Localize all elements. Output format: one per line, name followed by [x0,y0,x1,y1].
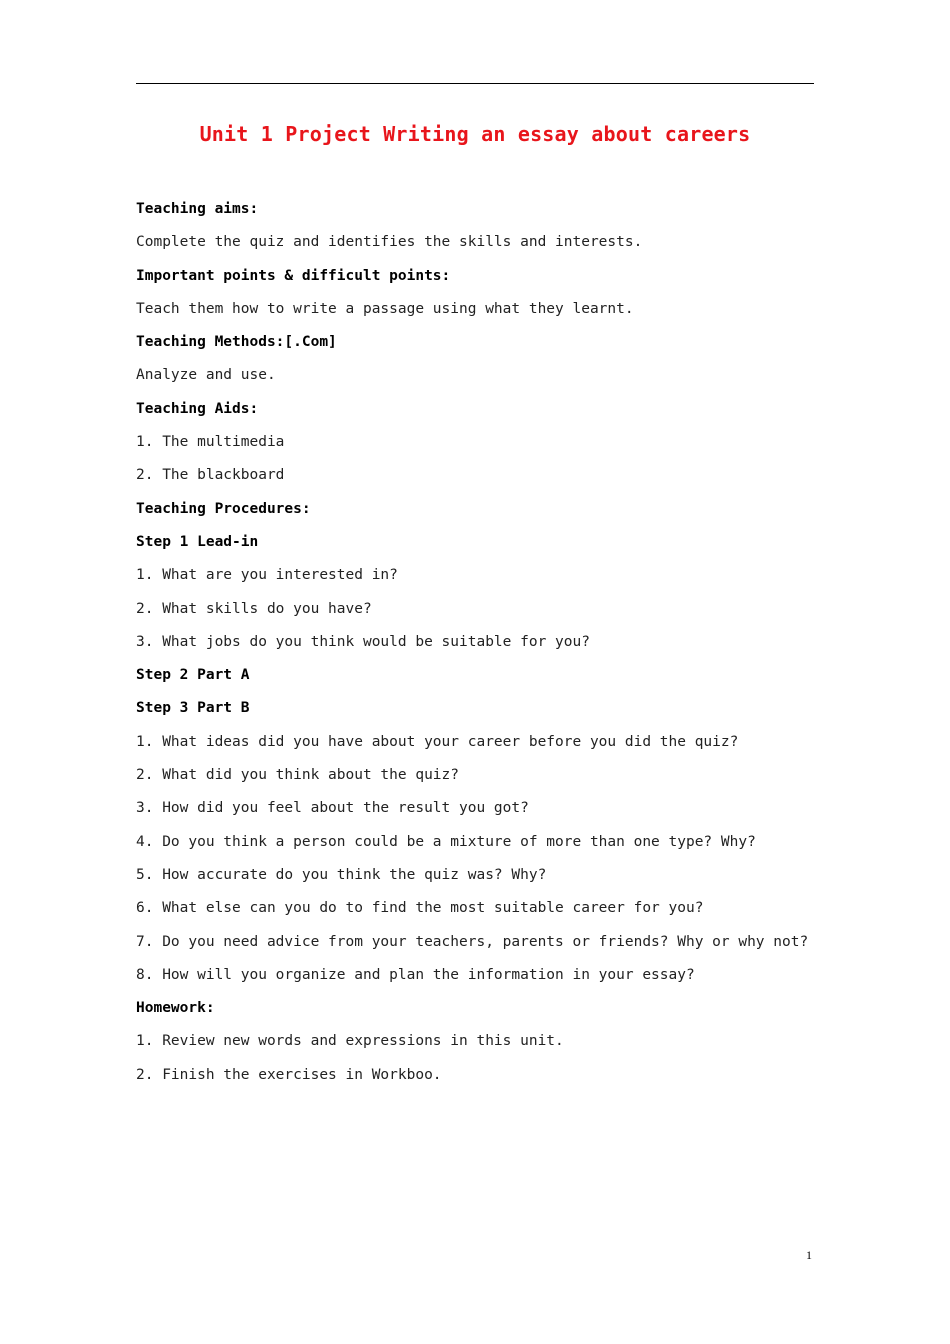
body-line: 2. Finish the exercises in Workboo. [136,1066,442,1083]
section-heading: Step 2 Part A [136,667,250,684]
section-heading: Teaching Methods:[.Com] [136,334,337,351]
body-line: 1. Review new words and expressions in this unit. [136,1033,564,1050]
body-line: Complete the quiz and identifies the skills and interests. [136,234,643,251]
body-line: 2. What did you think about the quiz? [136,767,460,784]
page-number: 1 [806,1248,812,1262]
body-line: 1. What are you interested in? [136,567,398,584]
body-line: 5. How accurate do you think the quiz was? Why? [136,866,547,883]
section-heading: Step 3 Part B [136,700,250,717]
body-line: 1. What ideas did you have about your career before you did the quiz? [136,733,739,750]
section-heading: Important points & difficult points: [136,267,451,284]
body-line: 4. Do you think a person could be a mixture of more than one type? Why? [136,833,756,850]
section-heading: Homework: [136,1000,215,1017]
body-line: 2. The blackboard [136,467,285,484]
body-line: 3. How did you feel about the result you got? [136,800,529,817]
header-rule [136,83,814,84]
body-line: Analyze and use. [136,367,276,384]
body-line: 7. Do you need advice from your teachers, parents or friends? Why or why not? [136,933,809,950]
document-body [136,196,816,1095]
section-heading: Teaching Procedures: [136,500,311,517]
section-heading: Teaching aims: [136,201,259,217]
document-title: Unit 1 Project Writing an essay about careers [199,122,751,146]
body-line: 8. How will you organize and plan the information in your essay? [136,966,695,983]
section-heading: Teaching Aids: [136,400,259,417]
body-line: 3. What jobs do you think would be suitable for you? [136,633,590,650]
body-line: Teach them how to write a passage using what they learnt. [136,300,634,317]
section-heading: Step 1 Lead-in [136,533,259,550]
body-line: 2. What skills do you have? [136,600,372,617]
body-line: 1. The multimedia [136,434,285,451]
body-line: 6. What else can you do to find the most suitable career for you? [136,900,704,917]
